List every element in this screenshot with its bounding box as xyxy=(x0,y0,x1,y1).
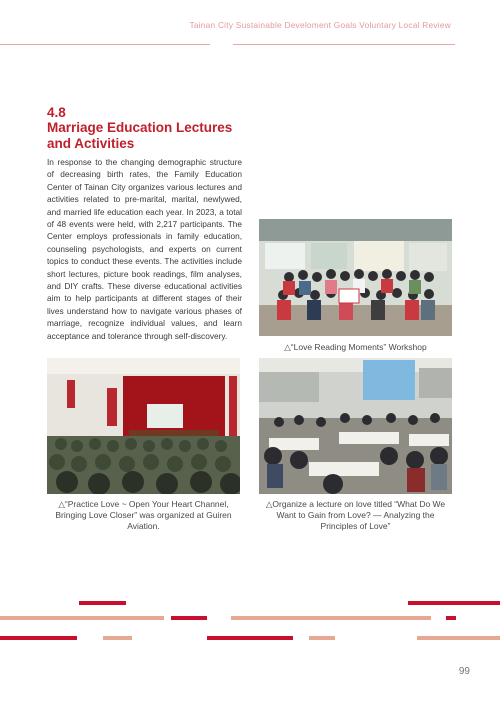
aviation-photo-caption: △“Practice Love ~ Open Your Heart Channel, Bringing Love Closer” was organized at Guiren Aviation. xyxy=(55,499,232,531)
workshop-group-photo xyxy=(259,219,452,336)
workshop-photo-caption: △“Love Reading Moments” Workshop xyxy=(284,342,427,352)
deco-bar xyxy=(417,636,500,640)
deco-bar xyxy=(231,616,431,620)
section-number: 4.8 xyxy=(47,105,66,120)
page-number: 99 xyxy=(458,666,470,677)
deco-bar xyxy=(103,636,132,640)
deco-bar xyxy=(408,601,500,605)
deco-bar xyxy=(309,636,335,640)
deco-bar xyxy=(171,616,207,620)
deco-bar xyxy=(207,636,293,640)
section-body-text: In response to the changing demographic structure of decreasing birth rates, the Family Education Center of Tainan City organizes various lectures and activities related to pre-marital, marital, newlywed, and married life education each year. In 2023, a total of 48 events were held, with 2,217 participants. The Center employs professionals in family education, counseling psychologists, and experts on current topics to conduct these events. The activities include short lectures, picture book readings, film analyses, and DIY crafts. These diverse educational activities aim to help participants at different stages of their lives understand how to navigate various phases of marriage, recognize individual values, and learn acceptance and tolerance through self-discovery. xyxy=(47,157,242,341)
deco-bar xyxy=(79,601,126,605)
love-lecture-photo xyxy=(259,358,452,494)
deco-bar xyxy=(0,636,77,640)
section-title: Marriage Education Lectures and Activities xyxy=(47,120,233,151)
running-header: Tainan City Sustainable Develoment Goals Voluntary Local Review xyxy=(189,20,451,30)
header-rule-left xyxy=(0,44,210,45)
aviation-auditorium-photo xyxy=(47,358,240,494)
lecture-photo-caption: △Organize a lecture on love titled “What Do We Want to Gain from Love? — Analyzing the Principles of Love” xyxy=(265,499,446,531)
deco-bar xyxy=(446,616,456,620)
deco-bar xyxy=(0,616,164,620)
header-rule-right xyxy=(233,44,455,45)
